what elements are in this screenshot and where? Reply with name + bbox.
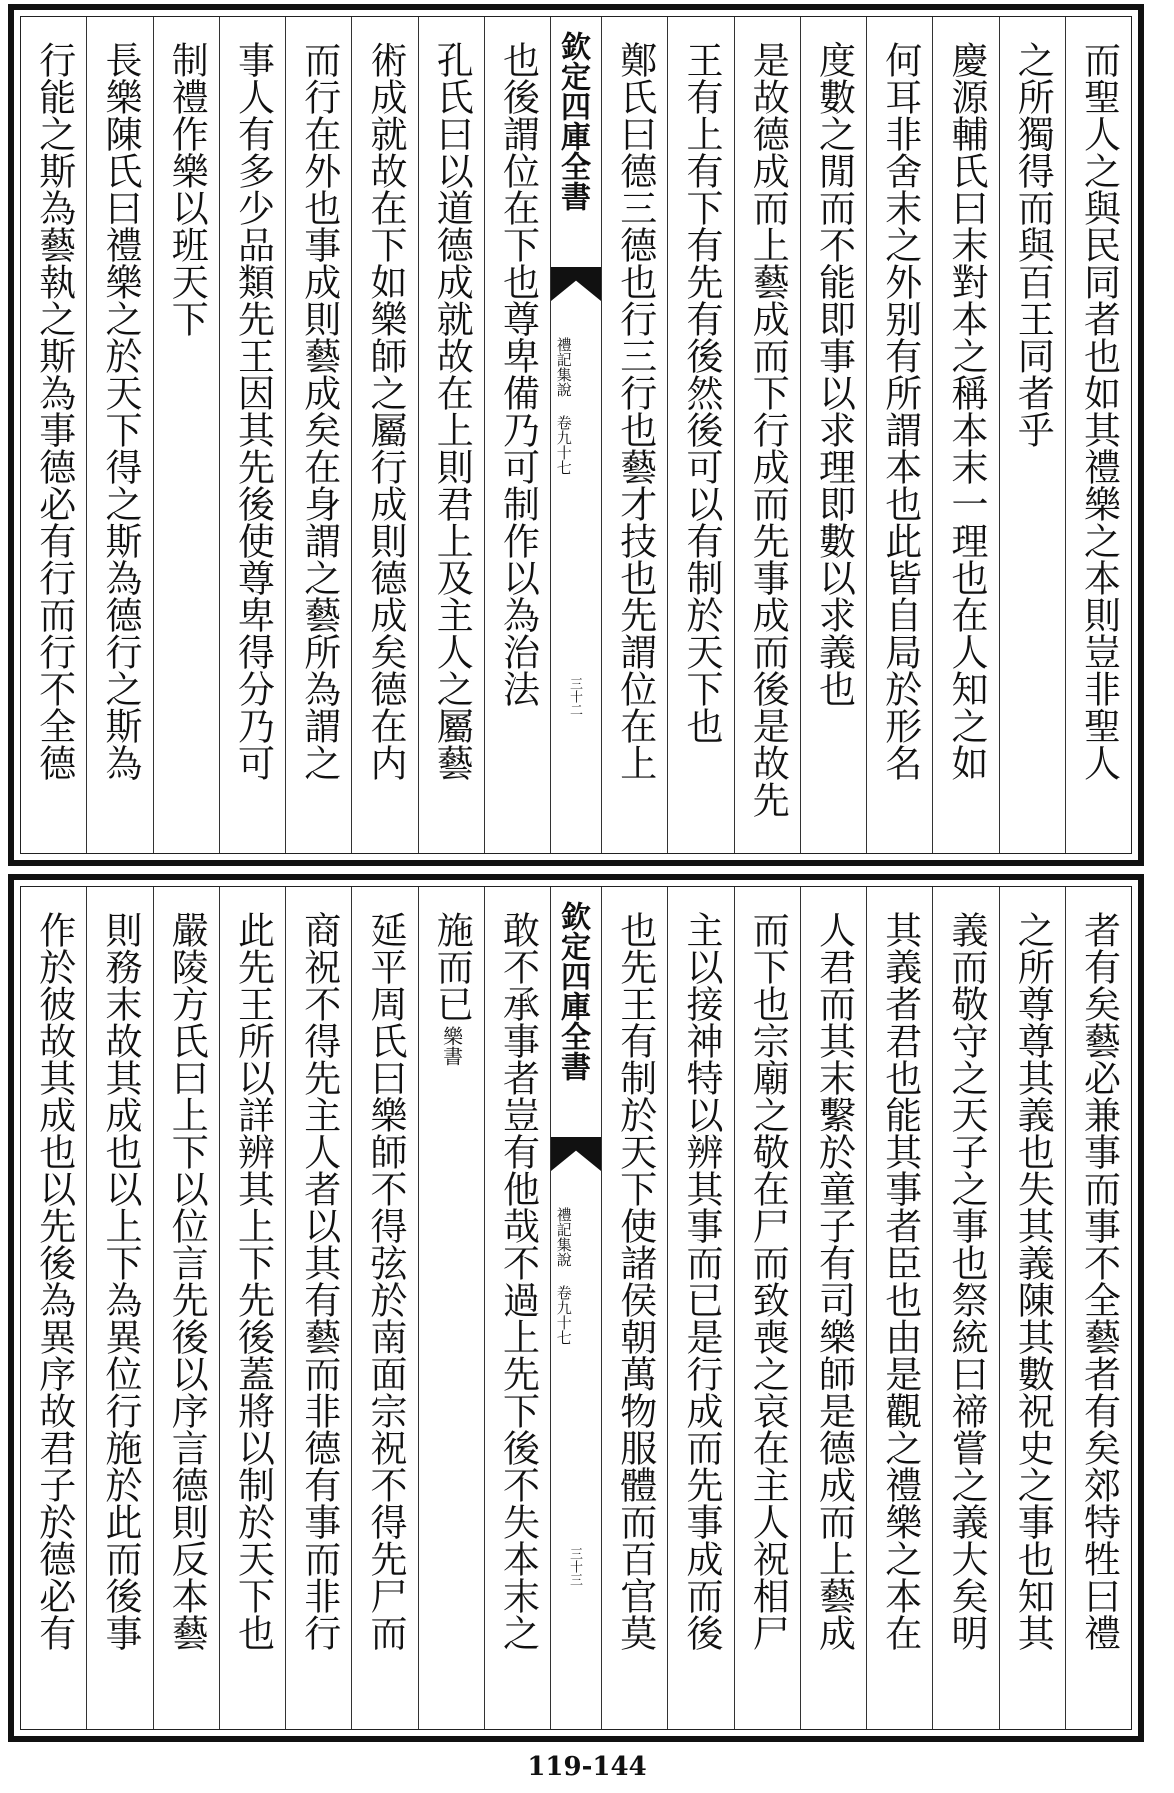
text-column: 何耳非舍末之外别有所謂本也此皆自局於形名 (866, 17, 932, 853)
source-note: 樂書 (439, 1026, 464, 1066)
text-column: 鄭氏曰德三德也行三行也藝才技也先謂位在上 (601, 17, 667, 853)
chapter-subtitle: 禮記集說 卷九十七 (554, 337, 573, 475)
text-column: 商祝不得先主人者以其有藝而非德有事而非行 (285, 887, 351, 1729)
text-column: 長樂陳氏曰禮樂之於天下得之斯為德行之斯為 (86, 17, 152, 853)
top-column-grid (20, 16, 1132, 854)
text-column: 人君而其末繫於童子有司樂師是德成而上藝成 (800, 887, 866, 1729)
text-column: 是故德成而上藝成而下行成而先事成而後是故先 (734, 17, 800, 853)
text-column: 也後謂位在下也尊卑備乃可制作以為治法 (484, 17, 550, 853)
text-column: 而聖人之與民同者也如其禮樂之本則豈非聖人 (1065, 17, 1131, 853)
fishtail-mark (551, 267, 601, 301)
text-column: 而行在外也事成則藝成矣在身謂之藝所為謂之 (285, 17, 351, 853)
page-footer-number: 119-144 (527, 1752, 647, 1782)
center-fold-header (550, 887, 601, 1729)
text-column: 則務末故其成也以上下為異位行施於此而後事 (86, 887, 152, 1729)
text-column: 慶源輔氏曰末對本之稱本末一理也在人知之如 (932, 17, 998, 853)
text-column: 者有矣藝必兼事而事不全藝者有矣郊特牲曰禮 (1065, 887, 1131, 1729)
text-column: 其義者君也能其事者臣也由是觀之禮樂之本在 (866, 887, 932, 1729)
folio-number: 三十三 (567, 1547, 582, 1586)
text-column: 而下也宗廟之敬在尸而致喪之哀在主人祝相尸 (734, 887, 800, 1729)
text-column: 之所尊尊其義也失其義陳其數祝史之事也知其 (999, 887, 1065, 1729)
book-title: 欽定四庫全書 (555, 31, 590, 211)
top-page (8, 4, 1144, 866)
book-title: 欽定四庫全書 (555, 901, 590, 1081)
text-column: 術成就故在下如樂師之屬行成則德成矣德在内 (351, 17, 417, 853)
fishtail-mark (551, 1137, 601, 1171)
text-column: 事人有多少品類先王因其先後使尊卑得分乃可 (219, 17, 285, 853)
text-column: 行能之斯為藝執之斯為事德必有行而行不全德 (32, 41, 76, 781)
text-column: 度數之閒而不能即事以求理即數以求義也 (800, 17, 866, 853)
text-column: 王有上有下有先有後然後可以有制於天下也 (667, 17, 733, 853)
text-column: 延平周氏曰樂師不得弦於南面宗祝不得先尸而 (351, 887, 417, 1729)
text-column: 作於彼故其成也以先後為異序故君子於德必有 (32, 911, 76, 1651)
text-column: 孔氏曰以道德成就故在上則君上及主人之屬藝 (418, 17, 484, 853)
chapter-subtitle: 禮記集說 卷九十七 (554, 1207, 573, 1345)
text-column: 也先王有制於天下使諸侯朝萬物服體而百官莫 (601, 887, 667, 1729)
center-fold-header (550, 17, 601, 853)
text-column: 施而已 樂書 (418, 887, 484, 1729)
text-column: 主以接神特以辨其事而已是行成而先事成而後 (667, 887, 733, 1729)
bottom-column-grid (20, 886, 1132, 1730)
text-column: 敢不承事者豈有他哉不過上先下後不失本末之 (484, 887, 550, 1729)
text-column: 之所獨得而與百王同者乎 (999, 17, 1065, 853)
folio-number: 三十二 (567, 677, 582, 716)
text-column: 此先王所以詳辨其上下先後蓋將以制於天下也 (219, 887, 285, 1729)
text-column: 義而敬守之天子之事也祭統曰禘嘗之義大矣明 (932, 887, 998, 1729)
text-column: 嚴陵方氏曰上下以位言先後以序言德則反本藝 (153, 887, 219, 1729)
bottom-page (8, 874, 1144, 1742)
text-column: 制禮作樂以班天下 (153, 17, 219, 853)
